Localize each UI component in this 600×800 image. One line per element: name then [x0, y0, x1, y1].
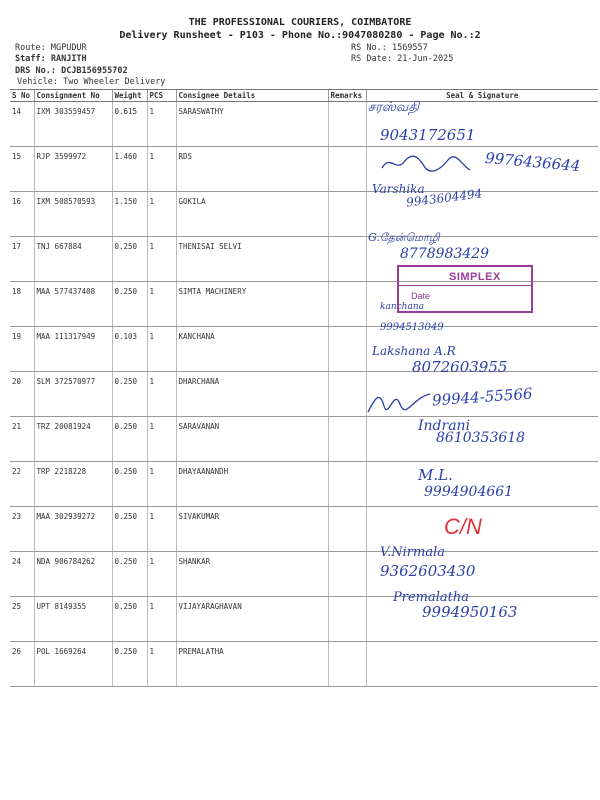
remark-mark: C/N — [444, 514, 482, 539]
row-remarks — [328, 282, 366, 327]
row-pcs: 1 — [147, 327, 176, 372]
row-weight: 0.250 — [112, 507, 147, 552]
rs-date-label: RS Date: — [351, 54, 392, 64]
table-row — [10, 507, 598, 552]
table-header-row — [10, 90, 598, 102]
row-remarks — [328, 507, 366, 552]
row-remarks — [328, 372, 366, 417]
signature-handwriting: Premalatha — [393, 590, 469, 605]
row-sno: 14 — [10, 102, 34, 147]
route-line — [15, 43, 87, 53]
vehicle-line — [17, 77, 165, 87]
signature-handwriting: 9976436644 — [484, 148, 582, 176]
row-consignment-no: TRP 2218228 — [34, 462, 112, 507]
signature-handwriting: 8610353618 — [436, 430, 526, 446]
table-row — [10, 147, 598, 192]
vehicle-label: Vehicle: — [17, 77, 58, 87]
col-weight: Weight — [112, 90, 147, 102]
stamp-name: SIMPLEX — [449, 271, 501, 283]
row-pcs: 1 — [147, 417, 176, 462]
row-weight: 0.250 — [112, 642, 147, 687]
row-weight: 1.150 — [112, 192, 147, 237]
route-label: Route: — [15, 43, 46, 53]
signature-handwriting: 9994513049 — [380, 322, 444, 333]
table-row — [10, 237, 598, 282]
row-consignee: SHANKAR — [176, 552, 328, 597]
row-weight: 0.250 — [112, 552, 147, 597]
table-row — [10, 462, 598, 507]
row-consignee: PREMALATHA — [176, 642, 328, 687]
row-pcs: 1 — [147, 282, 176, 327]
row-consignee: VIJAYARAGHAVAN — [176, 597, 328, 642]
row-consignee: GOKILA — [176, 192, 328, 237]
row-pcs: 1 — [147, 237, 176, 282]
row-consignment-no: SLM 372570977 — [34, 372, 112, 417]
table-row — [10, 642, 598, 687]
table-row — [10, 417, 598, 462]
signature-handwriting: சரஸ்வதி — [368, 100, 419, 115]
row-seal-signature — [366, 327, 598, 372]
signature-handwriting: 99944-55566 — [431, 384, 534, 410]
signature-handwriting: 8072603955 — [412, 358, 508, 376]
col-seal-signature: Seal & Signature — [366, 90, 598, 102]
row-pcs: 1 — [147, 507, 176, 552]
company-title: THE PROFESSIONAL COURIERS, COIMBATORE — [188, 17, 412, 28]
row-consignee: DHAYAANANDH — [176, 462, 328, 507]
row-sno: 20 — [10, 372, 34, 417]
col-consignment: Consignment No — [34, 90, 112, 102]
row-seal-signature — [366, 372, 598, 417]
signature-handwriting: 9994904661 — [424, 484, 514, 500]
route-value: MGPUDUR — [50, 43, 87, 53]
row-seal-signature — [366, 147, 598, 192]
stamp-date-label: Date — [411, 291, 431, 301]
staff-value: RANJITH — [50, 54, 87, 64]
signature-handwriting: G.தேன்மொழி — [368, 231, 440, 244]
row-remarks — [328, 147, 366, 192]
table-body — [10, 102, 598, 687]
row-consignee: RDS — [176, 147, 328, 192]
row-consignment-no: IXM 303559457 — [34, 102, 112, 147]
row-weight: 0.250 — [112, 597, 147, 642]
row-pcs: 1 — [147, 642, 176, 687]
row-pcs: 1 — [147, 597, 176, 642]
row-pcs: 1 — [147, 462, 176, 507]
row-remarks — [328, 642, 366, 687]
row-sno: 26 — [10, 642, 34, 687]
row-remarks — [328, 192, 366, 237]
row-seal-signature — [366, 237, 598, 282]
row-weight: 0.250 — [112, 282, 147, 327]
staff-line — [15, 54, 87, 64]
signature-handwriting: 8778983429 — [400, 246, 490, 262]
signature-handwriting: 9994950163 — [422, 603, 518, 621]
row-consignment-no: NDA 906784262 — [34, 552, 112, 597]
row-weight: 0.250 — [112, 462, 147, 507]
col-pcs: PCS — [147, 90, 176, 102]
row-weight: 0.250 — [112, 417, 147, 462]
col-sno: S No — [10, 90, 34, 102]
row-pcs: 1 — [147, 372, 176, 417]
row-remarks — [328, 462, 366, 507]
col-remarks: Remarks — [328, 90, 366, 102]
table-row — [10, 102, 598, 147]
row-pcs: 1 — [147, 192, 176, 237]
signature-handwriting: 9362603430 — [380, 562, 476, 580]
signature-handwriting: 9043172651 — [380, 126, 476, 144]
row-weight: 0.250 — [112, 237, 147, 282]
row-consignment-no: MAA 111317949 — [34, 327, 112, 372]
row-seal-signature — [366, 552, 598, 597]
table-row — [10, 552, 598, 597]
table-row — [10, 327, 598, 372]
row-consignment-no: IXM 508570593 — [34, 192, 112, 237]
signature-handwriting: Lakshana A.R — [372, 344, 456, 358]
row-consignment-no: MAA 577437408 — [34, 282, 112, 327]
row-sno: 25 — [10, 597, 34, 642]
table-row — [10, 282, 598, 327]
row-remarks — [328, 417, 366, 462]
row-consignee: SIVAKUMAR — [176, 507, 328, 552]
row-sno: 17 — [10, 237, 34, 282]
row-consignment-no: RJP 3599972 — [34, 147, 112, 192]
row-remarks — [328, 597, 366, 642]
table-row — [10, 192, 598, 237]
row-consignee: SIMTA MACHINERY — [176, 282, 328, 327]
signature-handwriting: 9943604494 — [405, 186, 483, 210]
row-seal-signature — [366, 642, 598, 687]
row-sno: 22 — [10, 462, 34, 507]
row-seal-signature — [366, 282, 598, 327]
row-sno: 23 — [10, 507, 34, 552]
table-row — [10, 597, 598, 642]
row-remarks — [328, 552, 366, 597]
signature-handwriting: Varshika — [372, 182, 425, 196]
row-weight: 0.615 — [112, 102, 147, 147]
staff-label: Staff: — [15, 54, 46, 64]
row-sno: 16 — [10, 192, 34, 237]
row-remarks — [328, 237, 366, 282]
rs-date-value: 21-Jun-2025 — [397, 54, 454, 64]
row-consignee: DHARCHANA — [176, 372, 328, 417]
row-seal-signature — [366, 102, 598, 147]
row-consignee: SARAVANAN — [176, 417, 328, 462]
row-seal-signature — [366, 417, 598, 462]
row-pcs: 1 — [147, 147, 176, 192]
signature-handwriting: M.L. — [418, 466, 453, 484]
row-pcs: 1 — [147, 102, 176, 147]
row-seal-signature — [366, 597, 598, 642]
row-sno: 15 — [10, 147, 34, 192]
row-consignment-no: POL 1669264 — [34, 642, 112, 687]
drs-value: DCJB156955702 — [61, 66, 128, 76]
runsheet-subtitle: Delivery Runsheet - P103 - Phone No.:9047080280 - Page No.:2 — [119, 30, 481, 41]
drs-line — [15, 66, 128, 76]
table-row — [10, 372, 598, 417]
row-sno: 21 — [10, 417, 34, 462]
row-consignment-no: MAA 302939272 — [34, 507, 112, 552]
row-weight: 1.460 — [112, 147, 147, 192]
rs-no-value: 1569557 — [391, 43, 428, 53]
row-consignee: SARASWATHY — [176, 102, 328, 147]
row-seal-signature — [366, 462, 598, 507]
vehicle-value: Two Wheeler Delivery — [63, 77, 166, 87]
row-seal-signature — [366, 507, 598, 552]
rs-no-label: RS No.: — [351, 43, 387, 53]
row-sno: 24 — [10, 552, 34, 597]
row-consignment-no: TRZ 20081924 — [34, 417, 112, 462]
row-consignment-no: TNJ 667884 — [34, 237, 112, 282]
row-remarks — [328, 327, 366, 372]
row-weight: 0.103 — [112, 327, 147, 372]
signature-handwriting: V.Nirmala — [380, 545, 445, 560]
row-consignment-no: UPT 8149355 — [34, 597, 112, 642]
rs-date-line — [351, 54, 453, 64]
row-sno: 18 — [10, 282, 34, 327]
row-sno: 19 — [10, 327, 34, 372]
row-weight: 0.250 — [112, 372, 147, 417]
drs-label: DRS No.: — [15, 66, 56, 76]
signature-handwriting: Indrani — [418, 418, 471, 434]
row-remarks — [328, 102, 366, 147]
row-consignee: THENISAI SELVI — [176, 237, 328, 282]
col-consignee: Consignee Details — [176, 90, 328, 102]
row-consignee: KANCHANA — [176, 327, 328, 372]
row-pcs: 1 — [147, 552, 176, 597]
row-seal-signature — [366, 192, 598, 237]
rs-no-line — [351, 43, 428, 53]
signature-handwriting: kanchana — [380, 302, 424, 312]
delivery-table — [10, 89, 598, 687]
